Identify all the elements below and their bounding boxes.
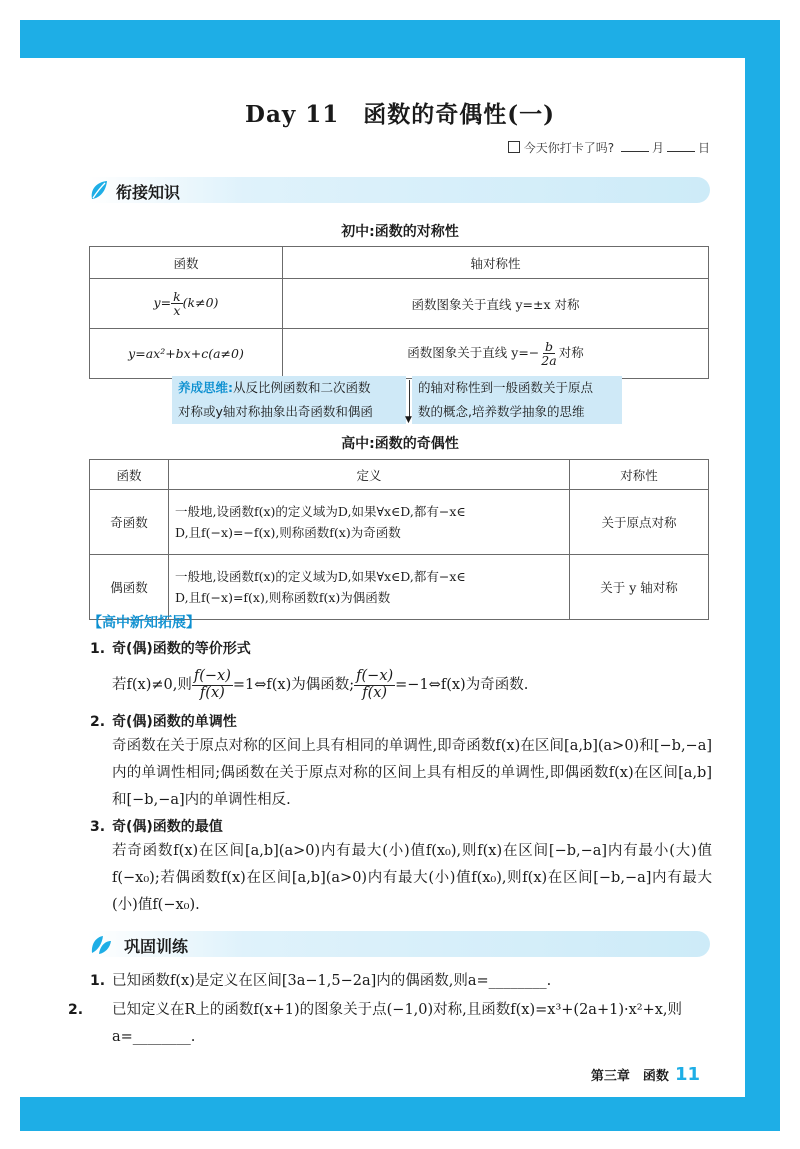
item-paragraph: [112, 666, 712, 704]
header-symmetry: 对称性: [570, 460, 709, 490]
thinking-left-2: 对称或y轴对称抽象出奇函数和偶函: [178, 404, 373, 419]
senior-parity-table: [89, 459, 709, 620]
sym-suffix: 对称: [558, 345, 584, 360]
item-heading-text: 奇(偶)函数的最值: [112, 819, 223, 835]
table-header-row: [90, 460, 709, 490]
definition-line-2: D,且f(−x)=f(x),则称函数f(x)为偶函数: [175, 590, 391, 605]
item-paragraph: 奇函数在关于原点对称的区间上具有相同的单调性,即奇函数f(x)在区间[a,b](a>0)和[−b,−a]内的单调性相同;偶函数在关于原点对称的区间上具有相反的单调性,即偶函数f(x)在区间[a,b]和[−b,−a]内的单调性相反.: [112, 738, 712, 808]
table-row: [90, 329, 709, 379]
symmetry-cell: 关于 y 轴对称: [570, 555, 709, 620]
symmetry-cell: 函数图象关于直线 y=±x 对称: [283, 279, 709, 329]
day-label: 日: [697, 141, 710, 155]
equiv-prefix: 若f(x)≠0,则: [112, 677, 192, 693]
bottom-color-band: [20, 1097, 780, 1131]
question: [68, 997, 712, 1051]
thinking-label: 养成思维:: [178, 380, 233, 395]
table-row: [90, 490, 709, 555]
fraction: [192, 669, 233, 700]
table-header-row: [90, 247, 709, 279]
thinking-note: [172, 376, 622, 424]
definition-line-2: D,且f(−x)=−f(x),则称函数f(x)为奇函数: [175, 525, 401, 540]
junior-symmetry-table: [89, 246, 709, 379]
section-header-bridge: [88, 177, 710, 203]
fraction-denominator: f(x): [199, 684, 225, 701]
item-heading: [90, 638, 251, 658]
func-suffix: (k≠0): [182, 295, 219, 310]
fraction-denominator: x: [173, 303, 181, 318]
section-header-practice: [88, 931, 710, 957]
equiv-odd: =−1⇔f(x)为奇函数.: [395, 677, 529, 693]
junior-subtitle: 初中:函数的对称性: [341, 224, 459, 240]
question-number: 1.: [90, 973, 106, 989]
definition-cell: [169, 555, 570, 620]
symmetry-cell: 关于原点对称: [570, 490, 709, 555]
page-title: Day 11 函数的奇偶性(一): [245, 101, 555, 128]
right-color-band: [745, 20, 780, 1100]
question-text: 已知定义在R上的函数f(x+1)的图象关于点(−1,0)对称,且函数f(x)=x³+(2a+1)·x²+x,则a=________.: [112, 1002, 683, 1045]
section-label: 巩固训练: [124, 937, 189, 956]
equiv-even: =1⇔f(x)为偶函数;: [232, 677, 355, 693]
sym-prefix: 函数图象关于直线 y=−: [407, 345, 540, 360]
thinking-right-2: 数的概念,培养数学抽象的思维: [418, 404, 585, 419]
fraction-denominator: f(x): [362, 684, 388, 701]
header-function: 函数: [90, 247, 283, 279]
table-row: [90, 279, 709, 329]
definition-line-1: 一般地,设函数f(x)的定义域为D,如果∀x∈D,都有−x∈: [175, 569, 466, 584]
fraction-numerator: f(−x): [193, 668, 231, 685]
down-arrow-icon: ▼: [405, 415, 412, 425]
function-cell: [90, 329, 283, 379]
top-color-band: [20, 20, 780, 58]
header-axis-symmetry: 轴对称性: [283, 247, 709, 279]
question-text: 已知函数f(x)是定义在区间[3a−1,5−2a]内的偶函数,则a=________.: [112, 973, 552, 989]
chapter-label: 第三章 函数: [590, 1069, 669, 1084]
fraction: [354, 669, 395, 700]
checkin-line: [508, 139, 710, 156]
func-prefix: y=: [153, 295, 172, 310]
function-cell: [90, 279, 283, 329]
question: [90, 968, 710, 995]
definition-cell: [169, 490, 570, 555]
function-name-cell: 偶函数: [90, 555, 169, 620]
item-heading: [90, 711, 237, 731]
month-blank[interactable]: [621, 141, 649, 152]
leaves-icon: [86, 933, 116, 955]
senior-subtitle: 高中:函数的奇偶性: [341, 436, 459, 452]
checkin-prompt: 今天你打卡了吗?: [523, 141, 615, 155]
fraction-numerator: k: [173, 288, 181, 304]
header-definition: 定义: [169, 460, 570, 490]
item-heading-text: 奇(偶)函数的单调性: [112, 714, 237, 730]
down-arrow-line: [409, 380, 410, 418]
item-number: 3.: [90, 819, 106, 835]
fraction-numerator: b: [544, 338, 553, 354]
fraction: [171, 290, 183, 317]
definition-line-1: 一般地,设函数f(x)的定义域为D,如果∀x∈D,都有−x∈: [175, 504, 466, 519]
section-label: 衔接知识: [116, 183, 181, 202]
func-expression: y=ax²+bx+c(a≠0): [128, 346, 244, 361]
item-heading: [90, 816, 223, 836]
item-number: 1.: [90, 641, 106, 657]
item-paragraph: 若奇函数f(x)在区间[a,b](a>0)内有最大(小)值f(x₀),则f(x)在区间[−b,−a]内有最小(大)值f(−x₀);若偶函数f(x)在区间[a,b](a>0)内有最大(小)值f(x₀),则f(x)在区间[−b,−a]内有最大(小)值f(−x₀).: [112, 843, 712, 913]
thinking-line-1: [178, 376, 371, 400]
fraction-numerator: f(−x): [356, 668, 394, 685]
month-label: 月: [651, 141, 664, 155]
checkin-checkbox[interactable]: [508, 141, 520, 153]
day-blank[interactable]: [667, 141, 695, 152]
question-number: 2.: [68, 1002, 84, 1018]
fraction: [539, 340, 558, 367]
table-row: [90, 555, 709, 620]
expansion-label: 【高中新知拓展】: [88, 615, 200, 631]
page-footer: [591, 1064, 700, 1085]
page-number: 11: [674, 1064, 700, 1085]
thinking-right-1: 的轴对称性到一般函数关于原点: [418, 380, 594, 395]
function-name-cell: 奇函数: [90, 490, 169, 555]
thinking-left-1: 从反比例函数和二次函数: [233, 380, 371, 395]
item-number: 2.: [90, 714, 106, 730]
item-heading-text: 奇(偶)函数的等价形式: [112, 641, 251, 657]
header-function: 函数: [90, 460, 169, 490]
symmetry-cell: [283, 329, 709, 379]
fraction-denominator: 2a: [541, 353, 557, 368]
leaf-icon: [88, 179, 110, 201]
